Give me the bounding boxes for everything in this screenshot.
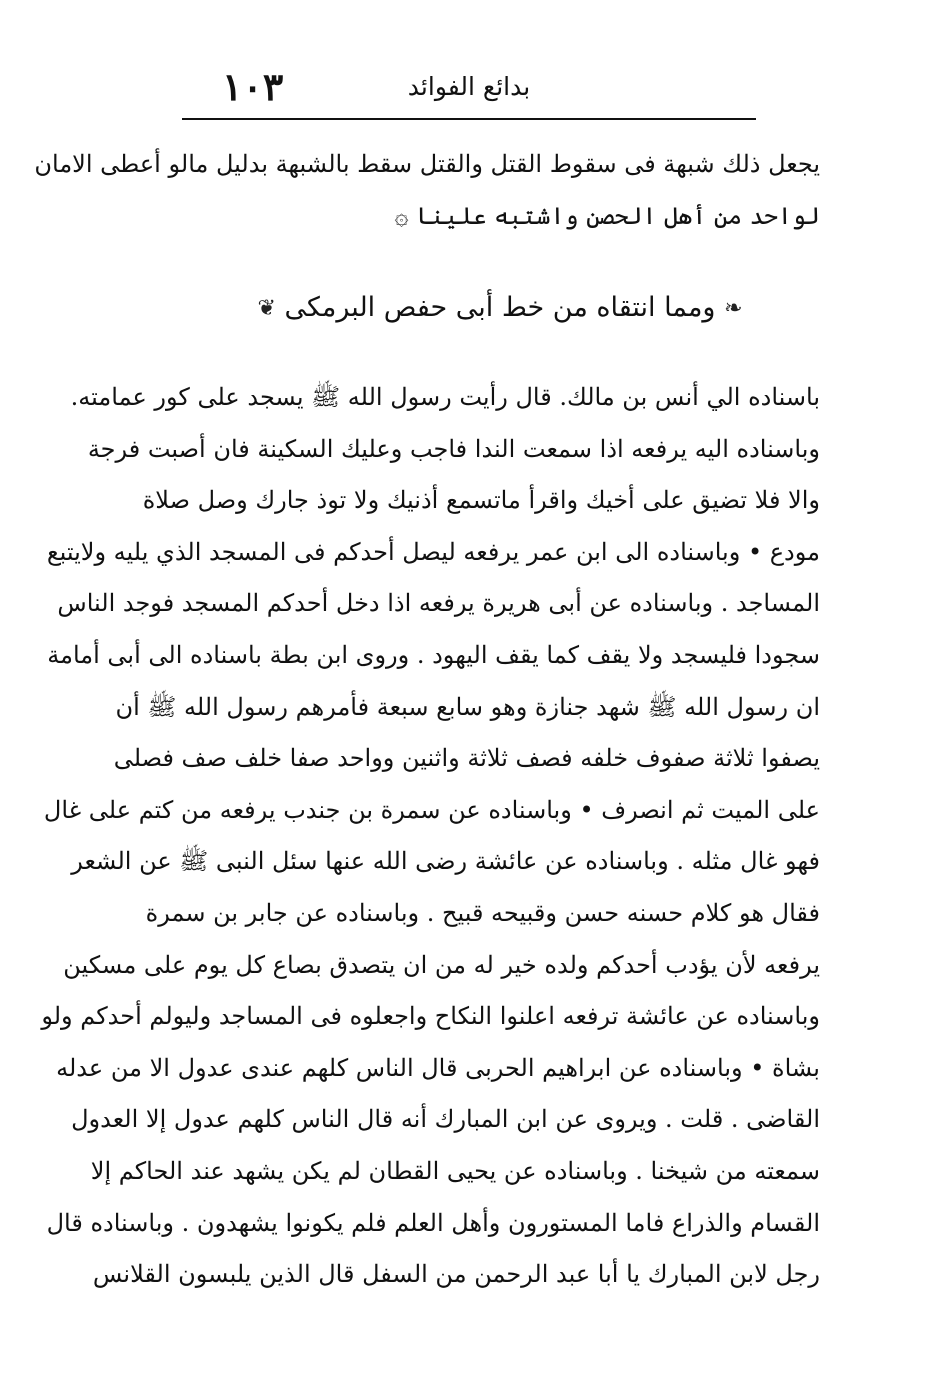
section-heading [180, 280, 820, 336]
main-paragraph [41, 372, 820, 1301]
text-line: ان رسول الله ﷺ شهد جنازة وهو سابع سبعة فأمرهم رسول الله ﷺ أن [115, 692, 820, 721]
text-line: يصفوا ثلاثة صفوف خلفه فصف ثلاثة واثنين وواحد صفا خلف صف فصلى [113, 744, 820, 773]
text-line: سمعته من شيخنا . وباسناده عن يحيى القطان لم يكن يشهد عند الحاكم إلا [90, 1156, 820, 1185]
text-line: القاضى . قلت . ويروى عن ابن المبارك أنه قال الناس كلهم عدول إلا العدول [71, 1105, 820, 1134]
text-line: يرفعه لأن يؤدب أحدكم ولده خير له من ان يتصدق بصاع كل يوم على مسكين [63, 950, 820, 979]
text-line: فقال هو كلام حسنه حسن وقبيحه قبيح . وباسناده عن جابر بن سمرة [145, 898, 820, 927]
text-line: باسناده الي أنس بن مالك. قال رأيت رسول الله ﷺ يسجد على كور عمامته. [70, 383, 820, 411]
text-line: مودع • وباسناده الى ابن عمر يرفعه ليصل أحدكم فى المسجد الذي يليه ولايتبع [46, 537, 820, 566]
text-line: سجودا فليسجد ولا يقف كما يقف اليهود . وروى ابن بطة باسناده الى أبى أمامة [47, 640, 820, 669]
text-line: على الميت ثم انصرف • وباسناده عن سمرة بن جندب يرفعه من كتم على غال [43, 795, 820, 824]
text-line: يجعل ذلك شبهة فى سقوط القتل والقتل سقط بالشبهة بدليل مالو أعطى الامان [34, 150, 820, 178]
text-line: رجل لابن المبارك يا أبا عبد الرحمن من السفل قال الذين يلبسون القلانس [92, 1260, 820, 1289]
end-mark-icon: ۞ [394, 202, 409, 230]
page-header [182, 58, 756, 120]
text-line [180, 190, 820, 242]
text-line-content: لواحد من أهل الحصن واشتبه علينا [416, 202, 820, 230]
text-line: والا فلا تضيق على أخيك واقرأ ماتسمع أذنيك ولا توذ جارك وصل صلاة [142, 486, 820, 515]
top-paragraph [34, 138, 820, 242]
running-title: بدائع الفوائد [407, 72, 531, 101]
text-line: بشاة • وباسناده عن ابراهيم الحربى قال الناس كلهم عندى عدول الا من عدله [56, 1053, 820, 1082]
text-line: المساجد . وباسناده عن أبى هريرة يرفعه اذا دخل أحدكم المسجد فوجد الناس [57, 589, 820, 618]
text-line: وباسناده اليه يرفعه اذا سمعت الندا فاجب وعليك السكينة فان أصبت فرجة [87, 434, 820, 463]
ornament-left-icon: ❦ [257, 295, 276, 321]
text-line: وباسناده عن عائشة ترفعه اعلنوا النكاح واجعلوه فى المساجد وليولم أحدكم ولو [41, 1002, 820, 1031]
page-number: ١٠٣ [222, 64, 284, 109]
text-line: القسام والذراع فاما المستورون وأهل العلم فلم يكونوا يشهدون . وباسناده قال [46, 1208, 820, 1237]
section-heading-text: ومما انتقاه من خط أبى حفص البرمكى [284, 292, 716, 323]
text-line: فهو غال مثله . وباسناده عن عائشة رضى الله عنها سئل النبى ﷺ عن الشعر [71, 847, 820, 876]
ornament-right-icon: ❧ [724, 295, 743, 321]
